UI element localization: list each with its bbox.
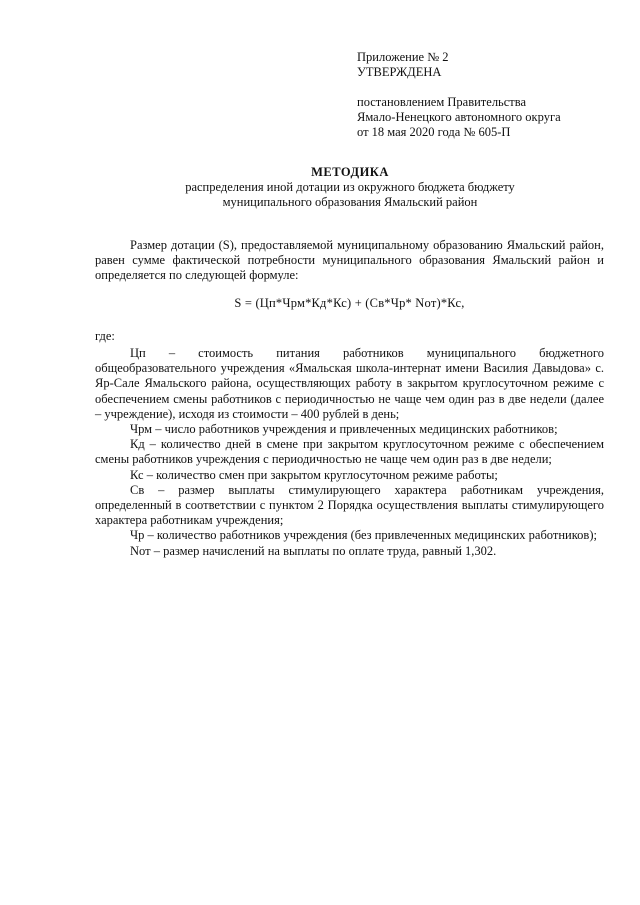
document-subtitle-line-1: распределения иной дотации из окружного бюджета бюджету <box>185 180 515 194</box>
approved-label: УТВЕРЖДЕНА <box>357 65 442 79</box>
definition-ks: Кс – количество смен при закрытом круглосуточном режиме работы; <box>130 467 498 482</box>
definition-kd: Кд – количество дней в смене при закрытом круглосуточном режиме с обеспечением смены работников учреждения с периодичностью не чаще чем один раз в две недели; <box>95 437 604 467</box>
decree-line-2: Ямало-Ненецкого автономного округа <box>357 110 561 124</box>
document-subtitle-line-2: муниципального образования Ямальский район <box>222 195 478 209</box>
definition-not: Nот – размер начислений на выплаты по оплате труда, равный 1,302. <box>130 543 497 558</box>
document-body <box>95 238 604 559</box>
definition-sv: Св – размер выплаты стимулирующего характера работникам учреждения, определенный в соответствии с пунктом 2 Порядка осуществления выплаты стимулирующего характера работникам учреждения; <box>95 482 604 528</box>
decree-line-3: от 18 мая 2020 года № 605-П <box>357 125 511 139</box>
decree-line-1: постановлением Правительства <box>357 95 527 109</box>
document-title: МЕТОДИКА <box>311 165 389 179</box>
definition-chr: Чр – количество работников учреждения (без привлеченных медицинских работников); <box>130 528 597 543</box>
title-block <box>95 165 605 210</box>
subsidy-formula: S = (Цп*Чрм*Кд*Кс) + (Св*Чр* Nот)*Кс, <box>234 295 465 310</box>
definition-cp: Цп – стоимость питания работников муниципального бюджетного общеобразовательного учреждения «Ямальская школа-интернат имени Василия Давыдова» с. Яр-Сале Ямальского района, осуществляющих работу в закрытом круглосуточном режиме с обеспечением смены работников с периодичностью не чаще чем один раз в две недели (далее – учреждение), исходя из стоимости – 400 рублей в день; <box>95 346 604 421</box>
definition-chrm: Чрм – число работников учреждения и привлеченных медицинских работников; <box>130 422 558 437</box>
approval-block <box>357 50 627 140</box>
spacer <box>357 80 627 95</box>
where-label: где: <box>95 328 115 343</box>
intro-paragraph: Размер дотации (S), предоставляемой муниципальному образованию Ямальский район, равен сумме фактической потребности муниципального образования Ямальский район и определяется по следующей формуле: <box>95 238 604 283</box>
appendix-number: Приложение № 2 <box>357 50 449 64</box>
